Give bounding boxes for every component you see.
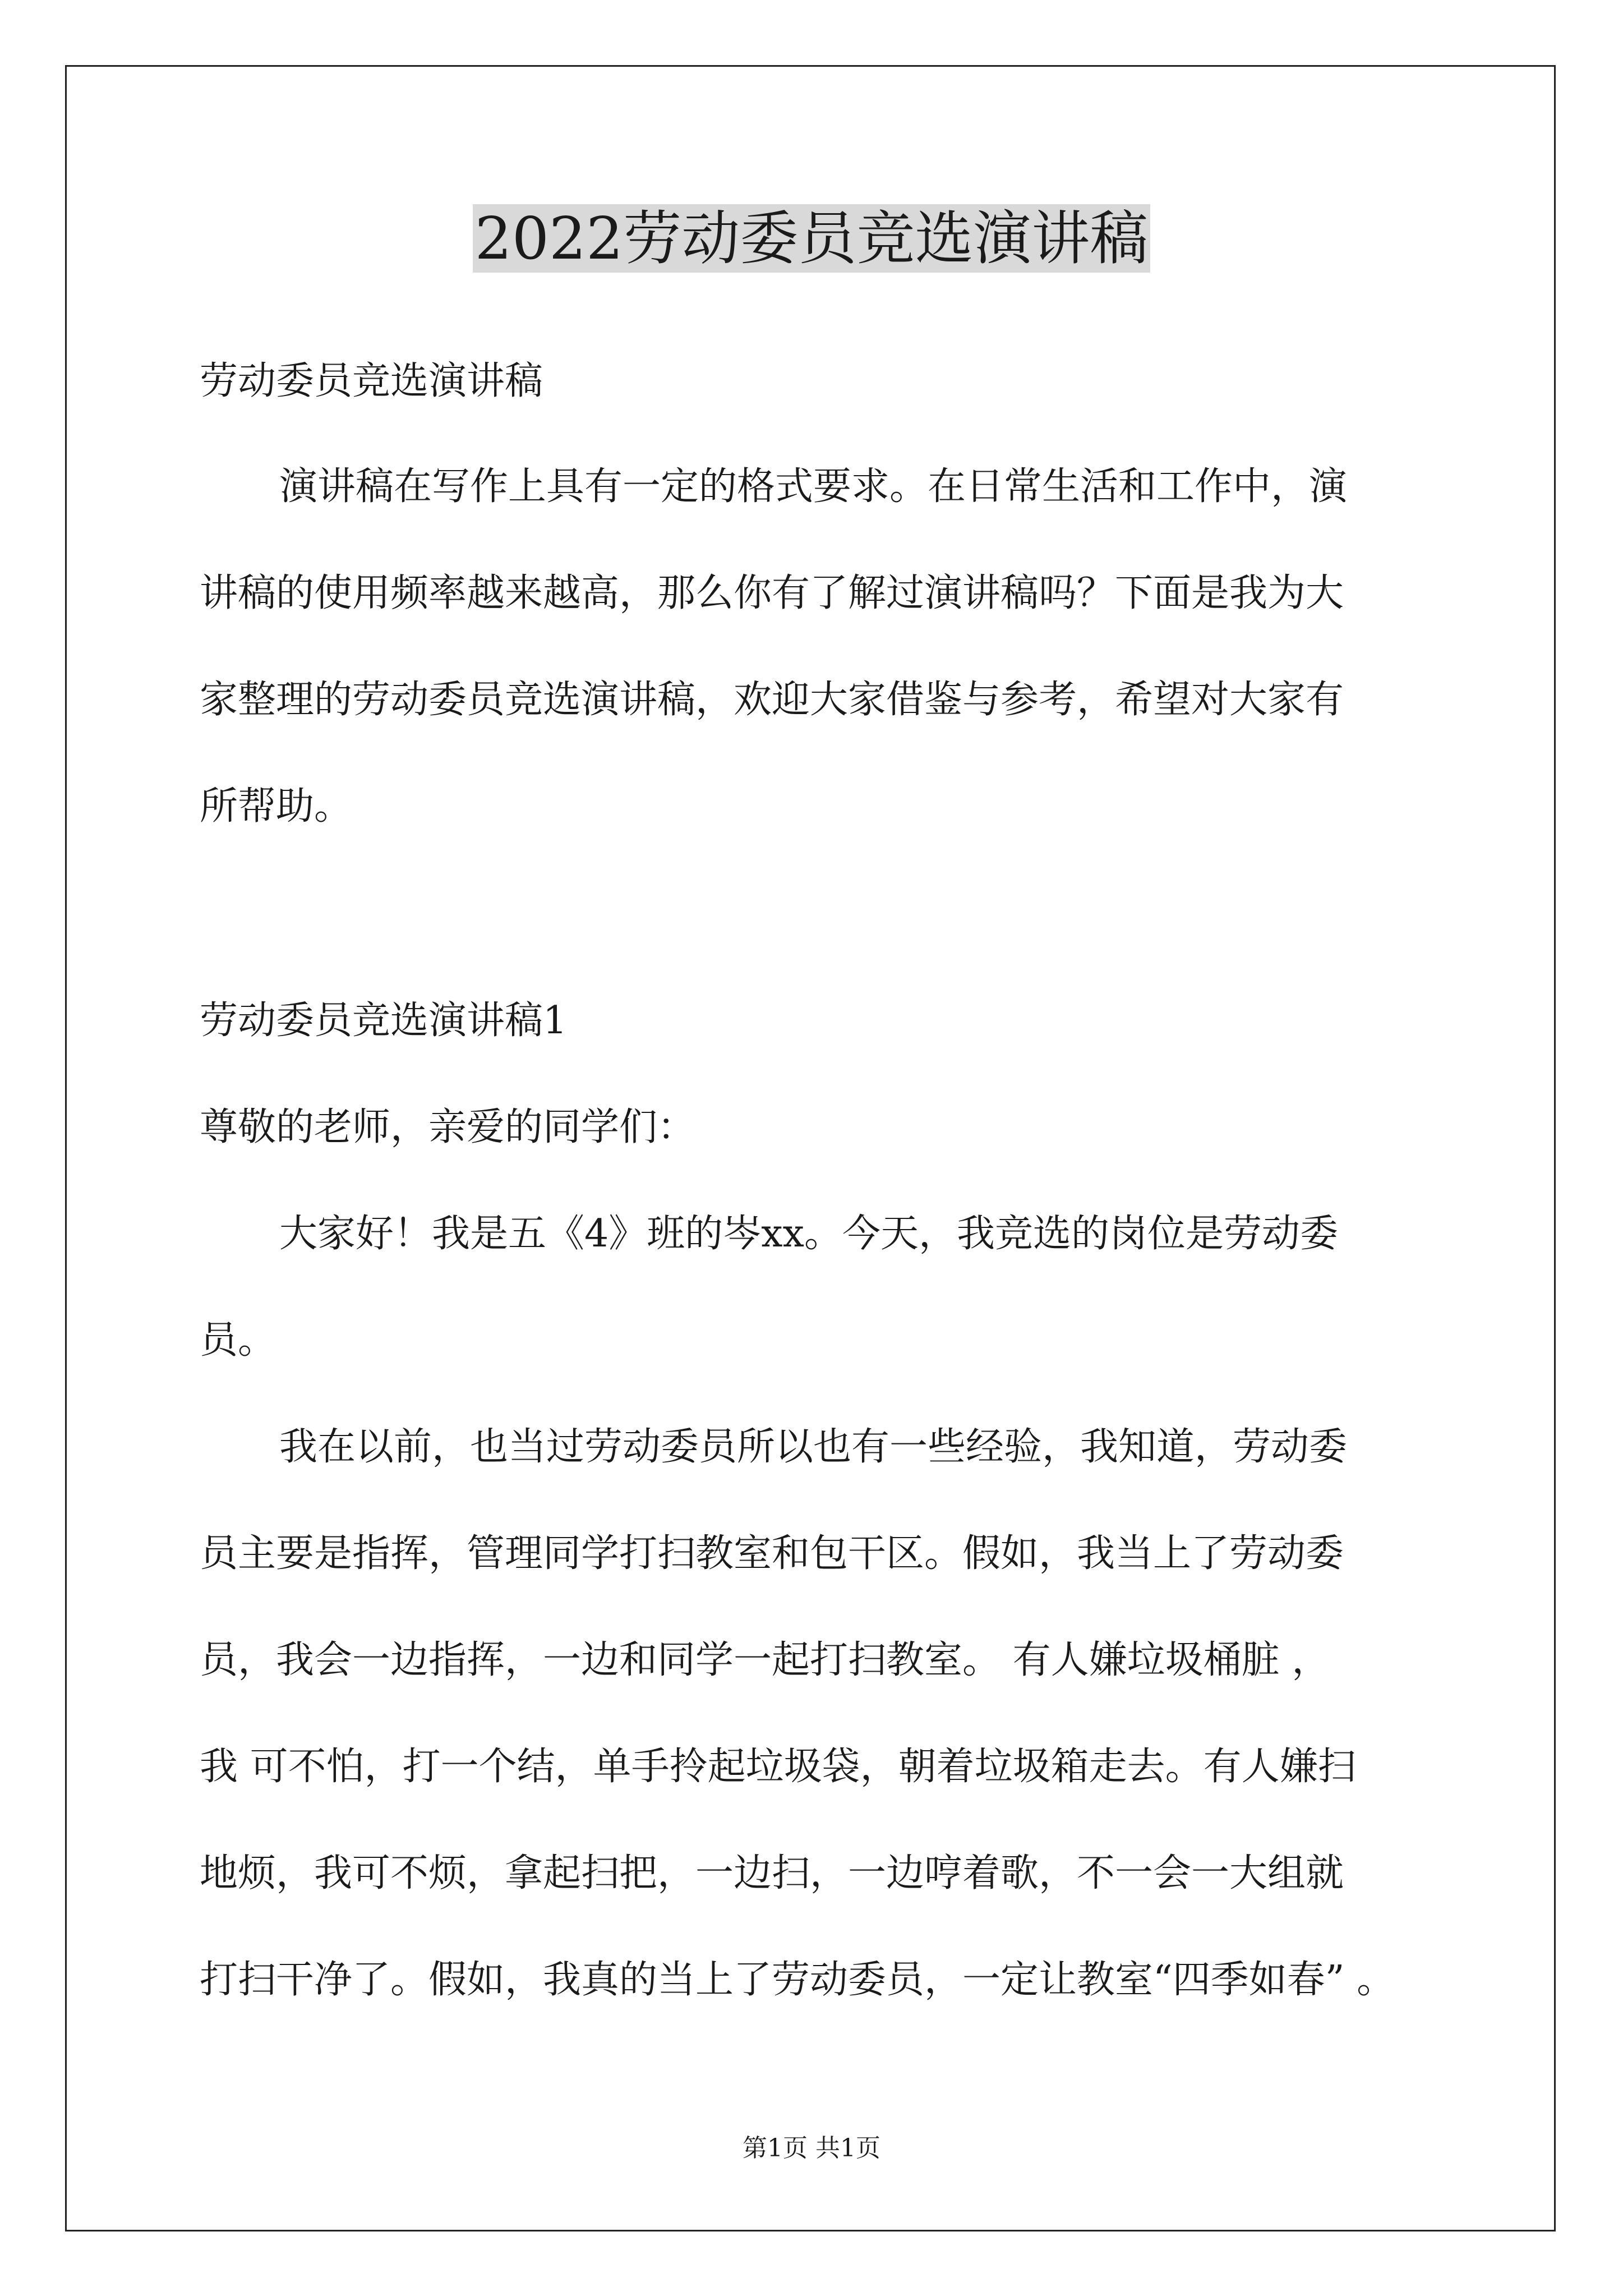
paragraph-line: 员，我会一边指挥，一边和同学一起打扫教室。 有人嫌垃圾桶脏 ， — [200, 1638, 1330, 1682]
paragraph-line: 打扫干净了。假如，我真的当上了劳动委员，一定让教室“四季如春” 。 — [200, 1958, 1395, 2002]
paragraph-line: 演讲稿在写作上具有一定的格式要求。在日常生活和工作中，演 — [279, 464, 1348, 509]
salutation: 尊敬的老师，亲爱的同学们： — [200, 1105, 696, 1149]
paragraph-line: 讲稿的使用频率越来越高，那么你有了解过演讲稿吗？下面是我为大 — [200, 571, 1344, 615]
section-heading: 劳动委员竞选演讲稿 — [200, 359, 543, 403]
paragraph-line: 家整理的劳动委员竞选演讲稿，欢迎大家借鉴与参考，希望对大家有 — [200, 678, 1344, 722]
paragraph-line: 员。 — [200, 1318, 276, 1363]
section-heading: 劳动委员竞选演讲稿1 — [200, 999, 568, 1043]
paragraph-line: 员主要是指挥，管理同学打扫教室和包干区。假如，我当上了劳动委 — [200, 1531, 1344, 1576]
paragraph-line: 所帮助。 — [200, 784, 353, 829]
paragraph-line: 地烦，我可不烦，拿起扫把，一边扫，一边哼着歌，不一会一大组就 — [200, 1851, 1344, 1895]
paragraph-line: 我 可不怕，打一个结，单手拎起垃圾袋，朝着垃圾箱走去。有人嫌扫 — [200, 1745, 1356, 1789]
paragraph-line: 大家好！我是五《4》班的岑xx。今天，我竞选的岗位是劳动委 — [279, 1212, 1338, 1256]
document-title-text: 2022劳动委员竞选演讲稿 — [473, 204, 1151, 273]
paragraph-line: 我在以前，也当过劳动委员所以也有一些经验，我知道，劳动委 — [279, 1425, 1348, 1469]
page-number: 第1页 共1页 — [743, 2134, 880, 2162]
document-title — [0, 199, 1623, 278]
